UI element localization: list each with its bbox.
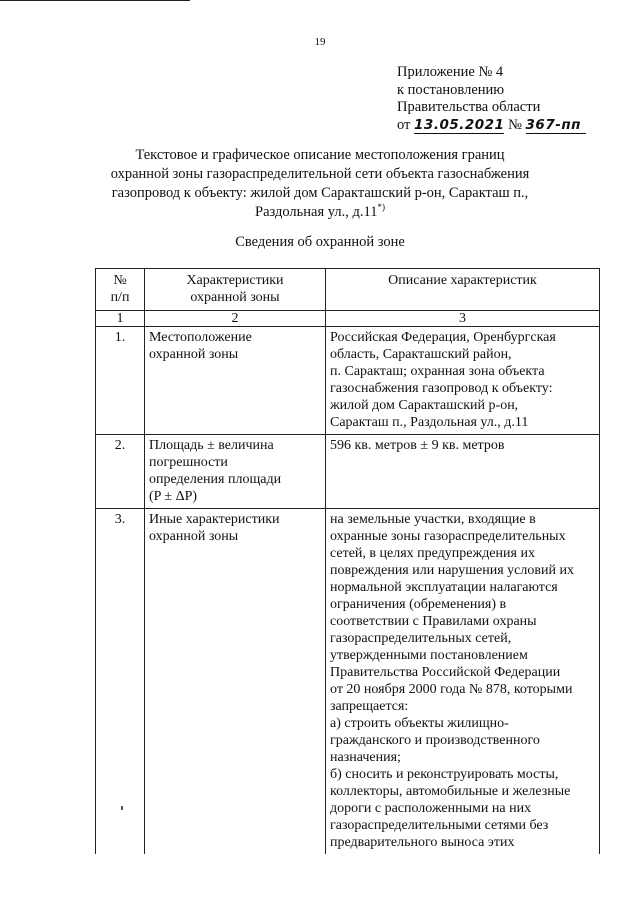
appendix-block (397, 64, 586, 134)
zone-info-table (95, 268, 600, 854)
table-column-numbers-row (96, 311, 600, 327)
appendix-line-1: Приложение № 4 (397, 64, 504, 80)
appendix-number-label: № (508, 116, 522, 133)
top-rule (0, 0, 190, 1)
appendix-line-2: к постановлению (397, 81, 505, 98)
row-description: на земельные участки, входящие в охранные зоны газораспределительных сетей, в целях предупреждения их повреждения или нарушения условий их нормальной эксплуатации налагаются ограничения (обременения) в соответствии с Правилами охраны газораспределительных сетей, утвержденными постановлением Правительства Российской Федерации от 20 ноября 2000 года № 878, которыми запрещается: а) строить объекты жилищно- гражданского и производственного назначения; б) сносить и реконструировать мосты, коллекторы, автомобильные и железные дороги с расположенными на них газораспределительными сетями без предварительного выноса этих (326, 509, 600, 855)
scan-mark (121, 806, 123, 810)
column-number-3: 3 (326, 311, 600, 327)
row-characteristic: Местоположение охранной зоны (145, 327, 326, 435)
row-description: 596 кв. метров ± 9 кв. метров (326, 435, 600, 509)
table-header-row (96, 269, 600, 311)
document-title-text: Текстовое и графическое описание местоположения границ охранной зоны газораспределительной сети объекта газоснабжения газопровод к объекту: жилой дом Саракташский р-он, Саракташ п., Раздольная ул., д.11 (110, 147, 530, 220)
row-number: 2. (96, 435, 145, 509)
row-characteristic: Площадь ± величина погрешности определения площади (P ± ΔP) (145, 435, 326, 509)
handwritten-date: 13.05.2021 (414, 116, 505, 133)
page-number: 19 (314, 36, 326, 48)
table-row (96, 327, 600, 435)
row-description: Российская Федерация, Оренбургская область, Саракташский район, п. Саракташ; охранная зона объекта газоснабжения газопровод к объекту: жилой дом Саракташский р-он, Саракташ п., Раздольная ул., д.11 (326, 327, 600, 435)
table-row (96, 509, 600, 855)
column-number-1: 1 (96, 311, 145, 327)
column-number-2: 2 (145, 311, 326, 327)
row-number: 1. (96, 327, 145, 435)
section-subtitle: Сведения об охранной зоне (235, 234, 405, 250)
table-row (96, 435, 600, 509)
footnote-mark: *) (377, 202, 385, 213)
row-number: 3. (96, 509, 145, 855)
document-title (70, 146, 570, 222)
header-number: № п/п (96, 269, 145, 311)
appendix-from-label: от (397, 116, 411, 133)
appendix-date-line (397, 117, 586, 135)
handwritten-number: 367-пп (526, 118, 586, 134)
header-description: Описание характеристик (326, 269, 600, 311)
row-characteristic: Иные характеристики охранной зоны (145, 509, 326, 855)
header-characteristic: Характеристики охранной зоны (145, 269, 326, 311)
appendix-line-3: Правительства области (397, 99, 541, 115)
